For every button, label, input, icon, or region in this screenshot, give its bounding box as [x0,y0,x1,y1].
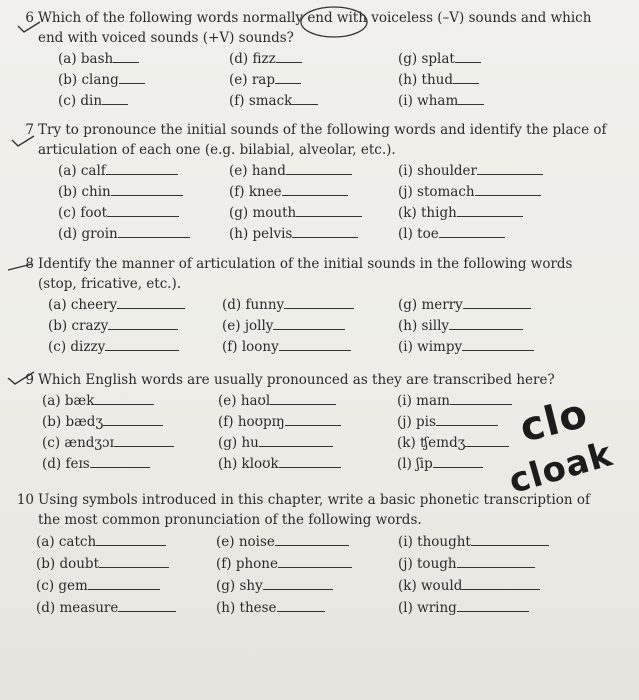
question-number: 10 [16,492,34,508]
word-item: (k) thigh [398,204,523,221]
word-item: (f) loony [222,338,351,355]
word-item: (b) clang [58,71,145,88]
word-item: (l) toe [398,225,505,242]
word-item: (l) ʃip [397,455,483,472]
word-item: (a) catch [36,533,166,550]
question-number: 9 [25,372,34,388]
question-line: the most common pronunciation of the following words. [38,512,422,528]
word-item: (j) pis [397,413,498,430]
word-item: (l) wring [398,599,529,616]
word-item: (c) foot [58,204,179,221]
word-item: (a) cheery [48,296,185,313]
word-item: (b) crazy [48,317,178,334]
word-item: (h) thud [398,71,479,88]
word-item: (a) bash [58,50,139,67]
word-item: (g) shy [216,577,333,594]
word-item: (j) stomach [398,183,541,200]
word-item: (c) gem [36,577,160,594]
word-item: (h) kloʊk [218,455,341,472]
word-item: (i) wimpy [398,338,534,355]
word-item: (d) measure [36,599,176,616]
word-item: (d) funny [222,296,354,313]
question-line: (stop, fricative, etc.). [38,276,182,292]
word-item: (b) bædʒ [42,413,163,430]
question-number: 6 [25,10,34,26]
question-number: 8 [25,256,34,272]
word-item: (i) shoulder [398,162,543,179]
word-item: (g) splat [398,50,481,67]
word-item: (b) chin [58,183,183,200]
word-item: (k) ʧeɪndʒ [397,434,509,451]
word-item: (b) doubt [36,555,169,572]
word-item: (f) smack [229,92,318,109]
word-item: (h) silly [398,317,523,334]
word-item: (g) hu [218,434,333,451]
word-item: (g) merry [398,296,531,313]
word-item: (a) bæk [42,392,154,409]
word-item: (d) fizz [229,50,302,67]
question-line: Which English words are usually pronounced as they are transcribed here? [38,372,555,388]
question-line: Using symbols introduced in this chapter, write a basic phonetic transcription of [38,492,591,508]
word-item: (e) haʊl [218,392,336,409]
word-item: (f) hoʊpɪŋ [218,413,341,430]
word-item: (f) phone [216,555,352,572]
word-item: (j) tough [398,555,535,572]
question-line: end with voiced sounds (+V) sounds? [38,30,294,46]
word-item: (k) would [398,577,540,594]
word-item: (e) hand [229,162,352,179]
word-item: (d) groin [58,225,190,242]
word-item: (h) these [216,599,325,616]
word-item: (c) ændʒɔɪ [42,434,174,451]
handwritten-answer-cloak: cloak [504,434,618,502]
word-item: (a) calf [58,162,178,179]
word-item: (f) knee [229,183,348,200]
word-item: (e) rap [229,71,301,88]
word-item: (i) maɪn [397,392,512,409]
question-line: Try to pronounce the initial sounds of the following words and identify the place of [38,122,607,138]
word-item: (e) noise [216,533,349,550]
question-line: Identify the manner of articulation of the initial sounds in the following words [38,256,573,272]
handwritten-answer-clo: clo [515,390,593,452]
word-item: (e) jolly [222,317,345,334]
word-item: (c) din [58,92,128,109]
word-item: (h) pelvis [229,225,358,242]
question-line: Which of the following words normally end with voiceless (–V) sounds and which [38,10,592,26]
pen-circle-annotation [298,4,370,40]
word-item: (g) mouth [229,204,362,221]
question-number: 7 [25,122,34,138]
word-item: (i) thought [398,533,549,550]
word-item: (i) wham [398,92,484,109]
word-item: (c) dizzy [48,338,179,355]
word-item: (d) feɪs [42,455,150,472]
question-line: articulation of each one (e.g. bilabial, alveolar, etc.). [38,142,396,158]
